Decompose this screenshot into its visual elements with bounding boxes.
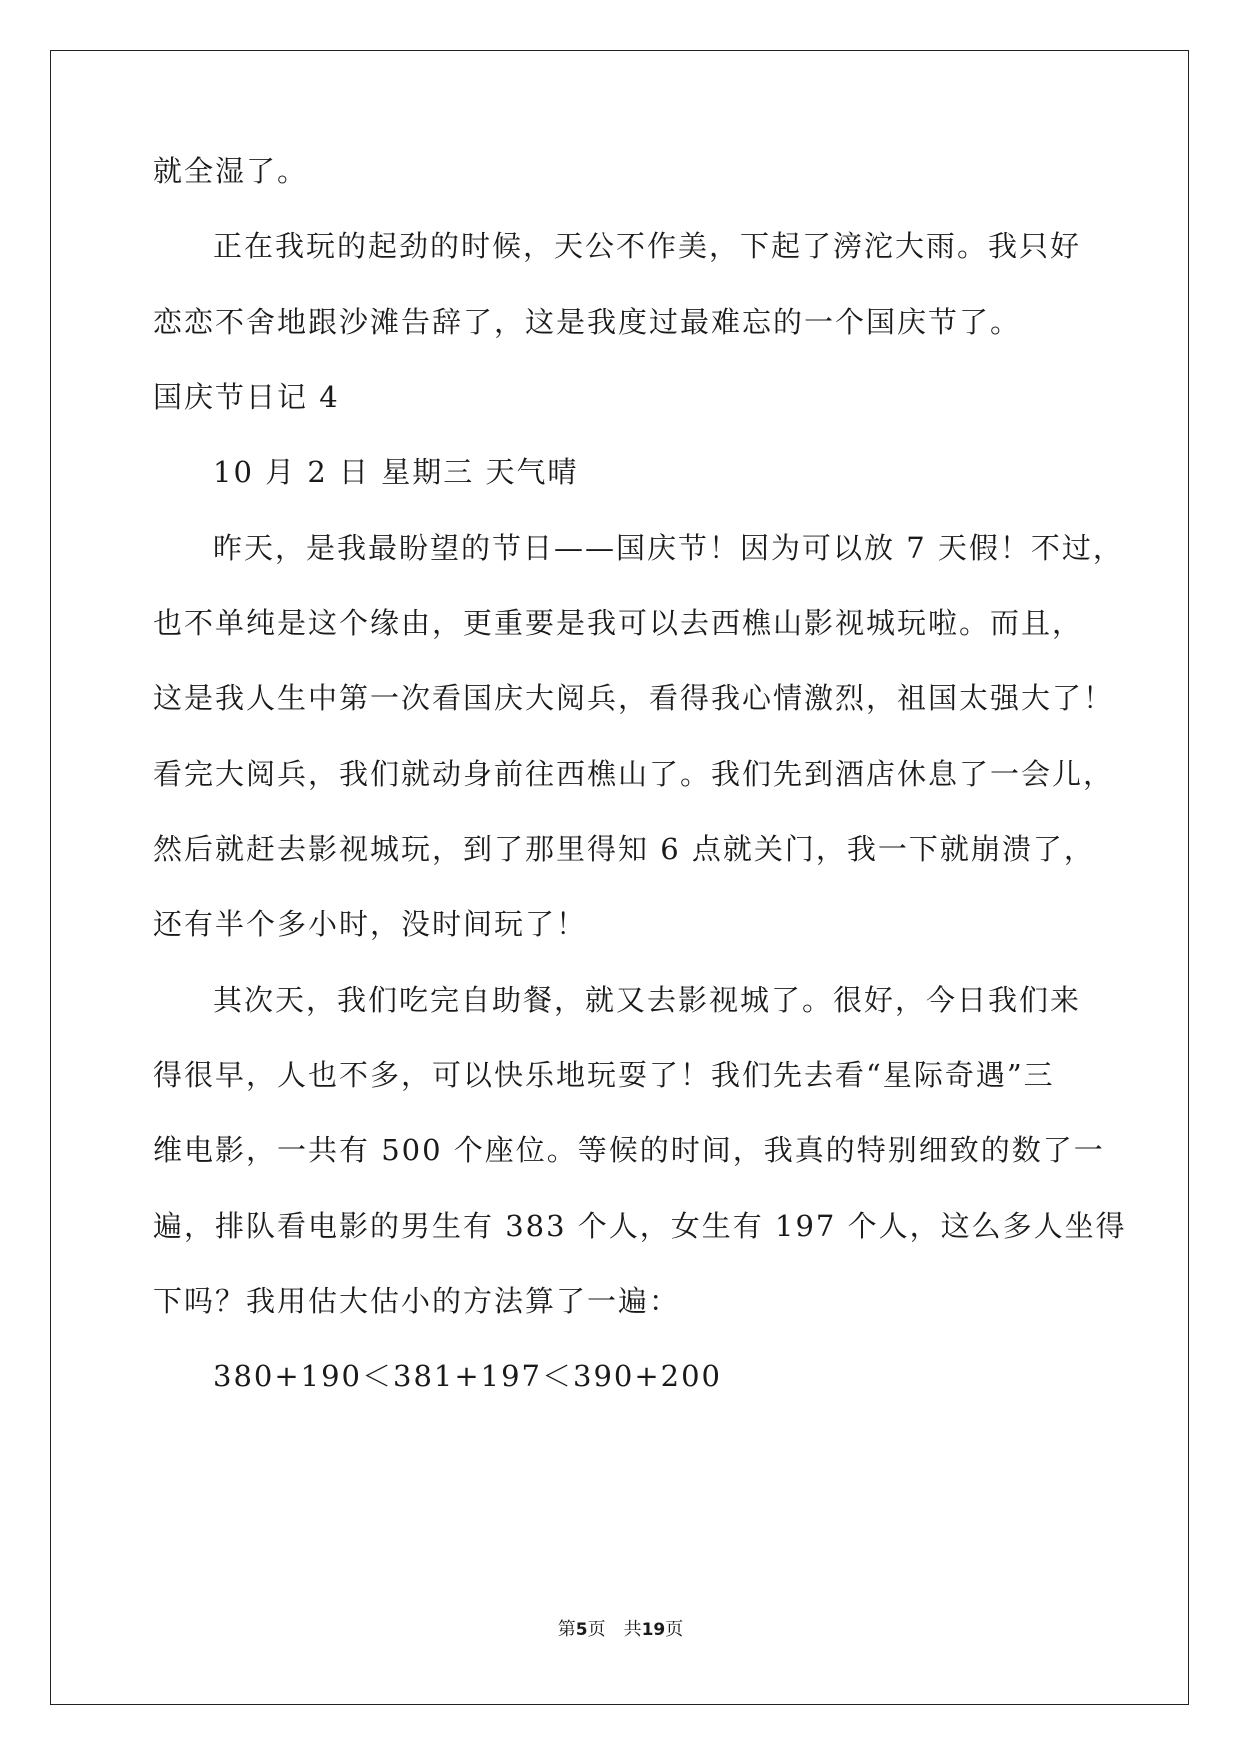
text-line: 下吗？我用估大估小的方法算了一遍： — [153, 1284, 681, 1318]
text-line: 这是我人生中第一次看国庆大阅兵，看得我心情激烈，祖国太强大了！ — [153, 681, 1115, 715]
math-line: 380+190＜381+197＜390+200 — [213, 1359, 723, 1393]
text-line: 遍，排队看电影的男生有 383 个人，女生有 197 个人，这么多人坐得 — [153, 1209, 1127, 1243]
text-line: 得很早，人也不多，可以快乐地玩耍了！我们先去看“星际奇遇”三 — [153, 1058, 1055, 1092]
total-suffix: 页 — [665, 1619, 684, 1640]
text-line: 看完大阅兵，我们就动身前往西樵山了。我们先到酒店休息了一会儿， — [153, 757, 1115, 791]
text-line: 然后就赶去影视城玩，到了那里得知 6 点就关门，我一下就崩溃了， — [153, 832, 1095, 866]
total-prefix: 共 — [623, 1619, 642, 1640]
text-line: 恋恋不舍地跟沙滩告辞了，这是我度过最难忘的一个国庆节了。 — [153, 305, 1022, 339]
page-footer — [0, 1618, 1241, 1642]
diary-heading: 国庆节日记 4 — [153, 380, 340, 414]
text-line: 正在我玩的起劲的时候，天公不作美，下起了滂沱大雨。我只好 — [213, 229, 1082, 263]
page-prefix: 第 — [557, 1619, 576, 1640]
text-line: 其次天，我们吃完自助餐，就又去影视城了。很好，今日我们来 — [213, 983, 1082, 1017]
text-line: 还有半个多小时，没时间玩了！ — [153, 907, 588, 941]
text-line: 也不单纯是这个缘由，更重要是我可以去西樵山影视城玩啦。而且， — [153, 606, 1084, 640]
page-suffix: 页 — [587, 1619, 606, 1640]
diary-date-line: 10 月 2 日 星期三 天气晴 — [213, 455, 579, 489]
text-line: 维电影，一共有 500 个座位。等候的时间，我真的特别细致的数了一 — [153, 1133, 1105, 1167]
page-current: 5 — [575, 1620, 588, 1640]
page-frame — [50, 50, 1189, 1705]
page-total: 19 — [641, 1620, 666, 1640]
text-line: 就全湿了。 — [153, 154, 309, 188]
text-line: 昨天，是我最盼望的节日——国庆节！因为可以放 7 天假！不过， — [213, 531, 1124, 565]
